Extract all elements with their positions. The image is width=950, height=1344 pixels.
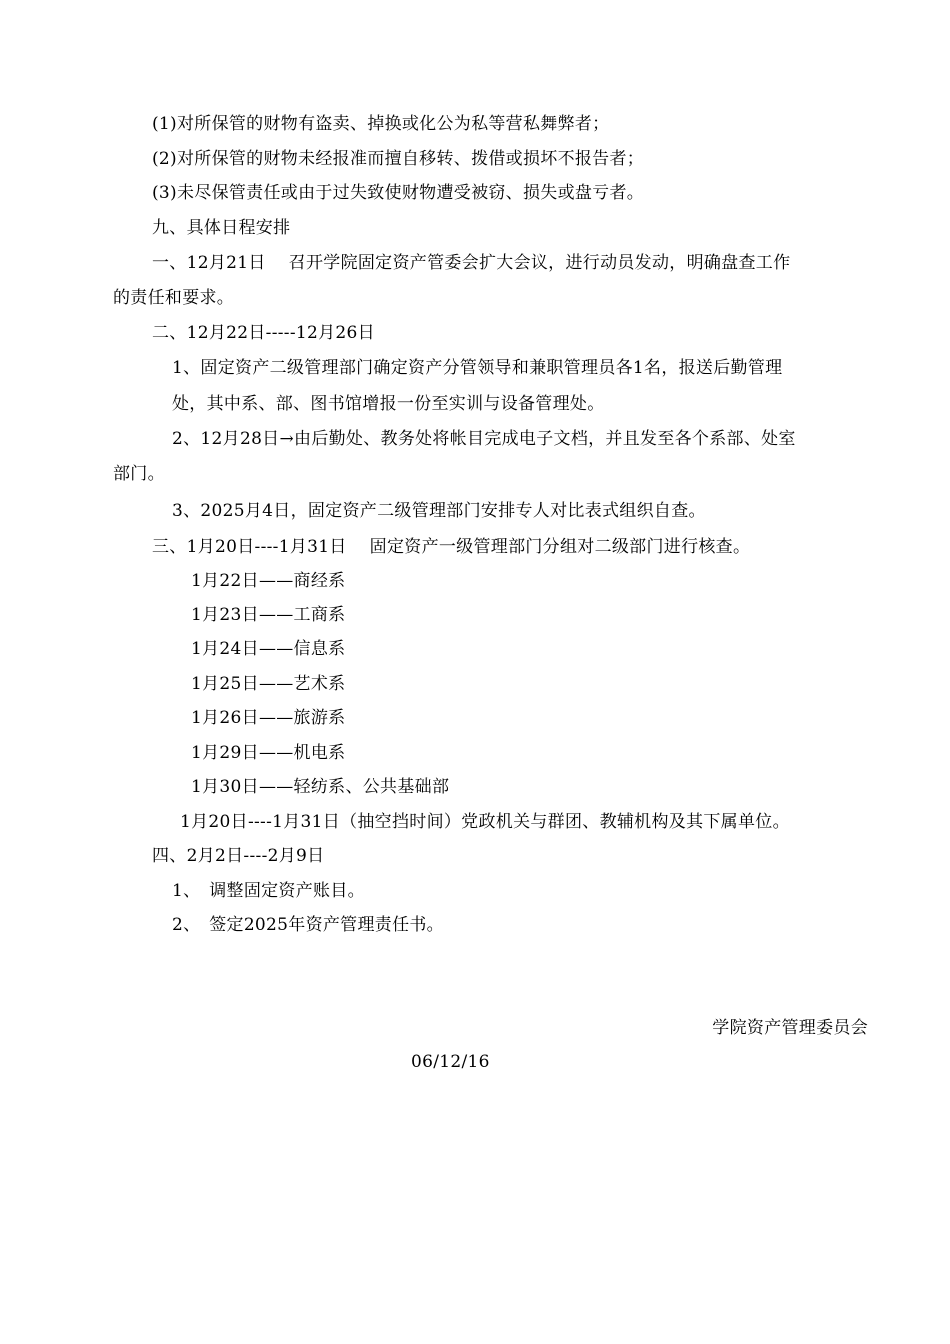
- clause-3: (3)未尽保管责任或由于过失致使财物遭受被窃、损失或盘亏者。: [152, 183, 645, 203]
- inspection-date-6: 1月29日——机电系: [191, 743, 346, 763]
- schedule-item-2: 二、12月22日-----12月26日: [152, 323, 375, 343]
- inspection-date-3: 1月24日——信息系: [191, 639, 346, 659]
- schedule-item-4: 四、2月2日----2月9日: [152, 846, 325, 866]
- sub-item-2-3: 3、2025月4日，固定资产二级管理部门安排专人对比表式组织自查。: [172, 501, 706, 521]
- sub-item-2-2-cont: 部门。: [113, 464, 165, 484]
- inspection-note: 1月20日----1月31日（抽空挡时间）党政机关与群团、教辅机构及其下属单位。: [180, 812, 790, 832]
- schedule-item-1: 一、12月21日 召开学院固定资产管委会扩大会议，进行动员发动，明确盘查工作: [152, 253, 791, 273]
- clause-2: (2)对所保管的财物未经报准而擅自移转、拨借或损坏不报告者；: [152, 149, 645, 169]
- inspection-date-1: 1月22日——商经系: [191, 571, 346, 591]
- inspection-date-5: 1月26日——旅游系: [191, 708, 346, 728]
- sub-item-2-1: 1、固定资产二级管理部门确定资产分管领导和兼职管理员各1名，报送后勤管理: [172, 358, 783, 378]
- schedule-item-1-cont: 的责任和要求。: [113, 288, 235, 308]
- signature: 学院资产管理委员会: [712, 1018, 868, 1038]
- schedule-item-3: 三、1月20日----1月31日 固定资产一级管理部门分组对二级部门进行核查。: [152, 537, 751, 557]
- sub-item-4-1: 1、 调整固定资产账目。: [172, 881, 365, 901]
- inspection-date-4: 1月25日——艺术系: [191, 674, 346, 694]
- inspection-date-7: 1月30日——轻纺系、公共基础部: [191, 777, 450, 797]
- sub-item-4-2: 2、 签定2025年资产管理责任书。: [172, 915, 444, 935]
- inspection-date-2: 1月23日——工商系: [191, 605, 346, 625]
- section-heading-schedule: 九、具体日程安排: [152, 218, 291, 238]
- document-date: 06/12/16: [411, 1052, 490, 1072]
- sub-item-2-2: 2、12月28日→由后勤处、教务处将帐目完成电子文档，并且发至各个系部、处室: [172, 429, 796, 449]
- clause-1: (1)对所保管的财物有盗卖、掉换或化公为私等营私舞弊者；: [152, 114, 610, 134]
- sub-item-2-1-cont: 处，其中系、部、图书馆增报一份至实训与设备管理处。: [172, 394, 605, 414]
